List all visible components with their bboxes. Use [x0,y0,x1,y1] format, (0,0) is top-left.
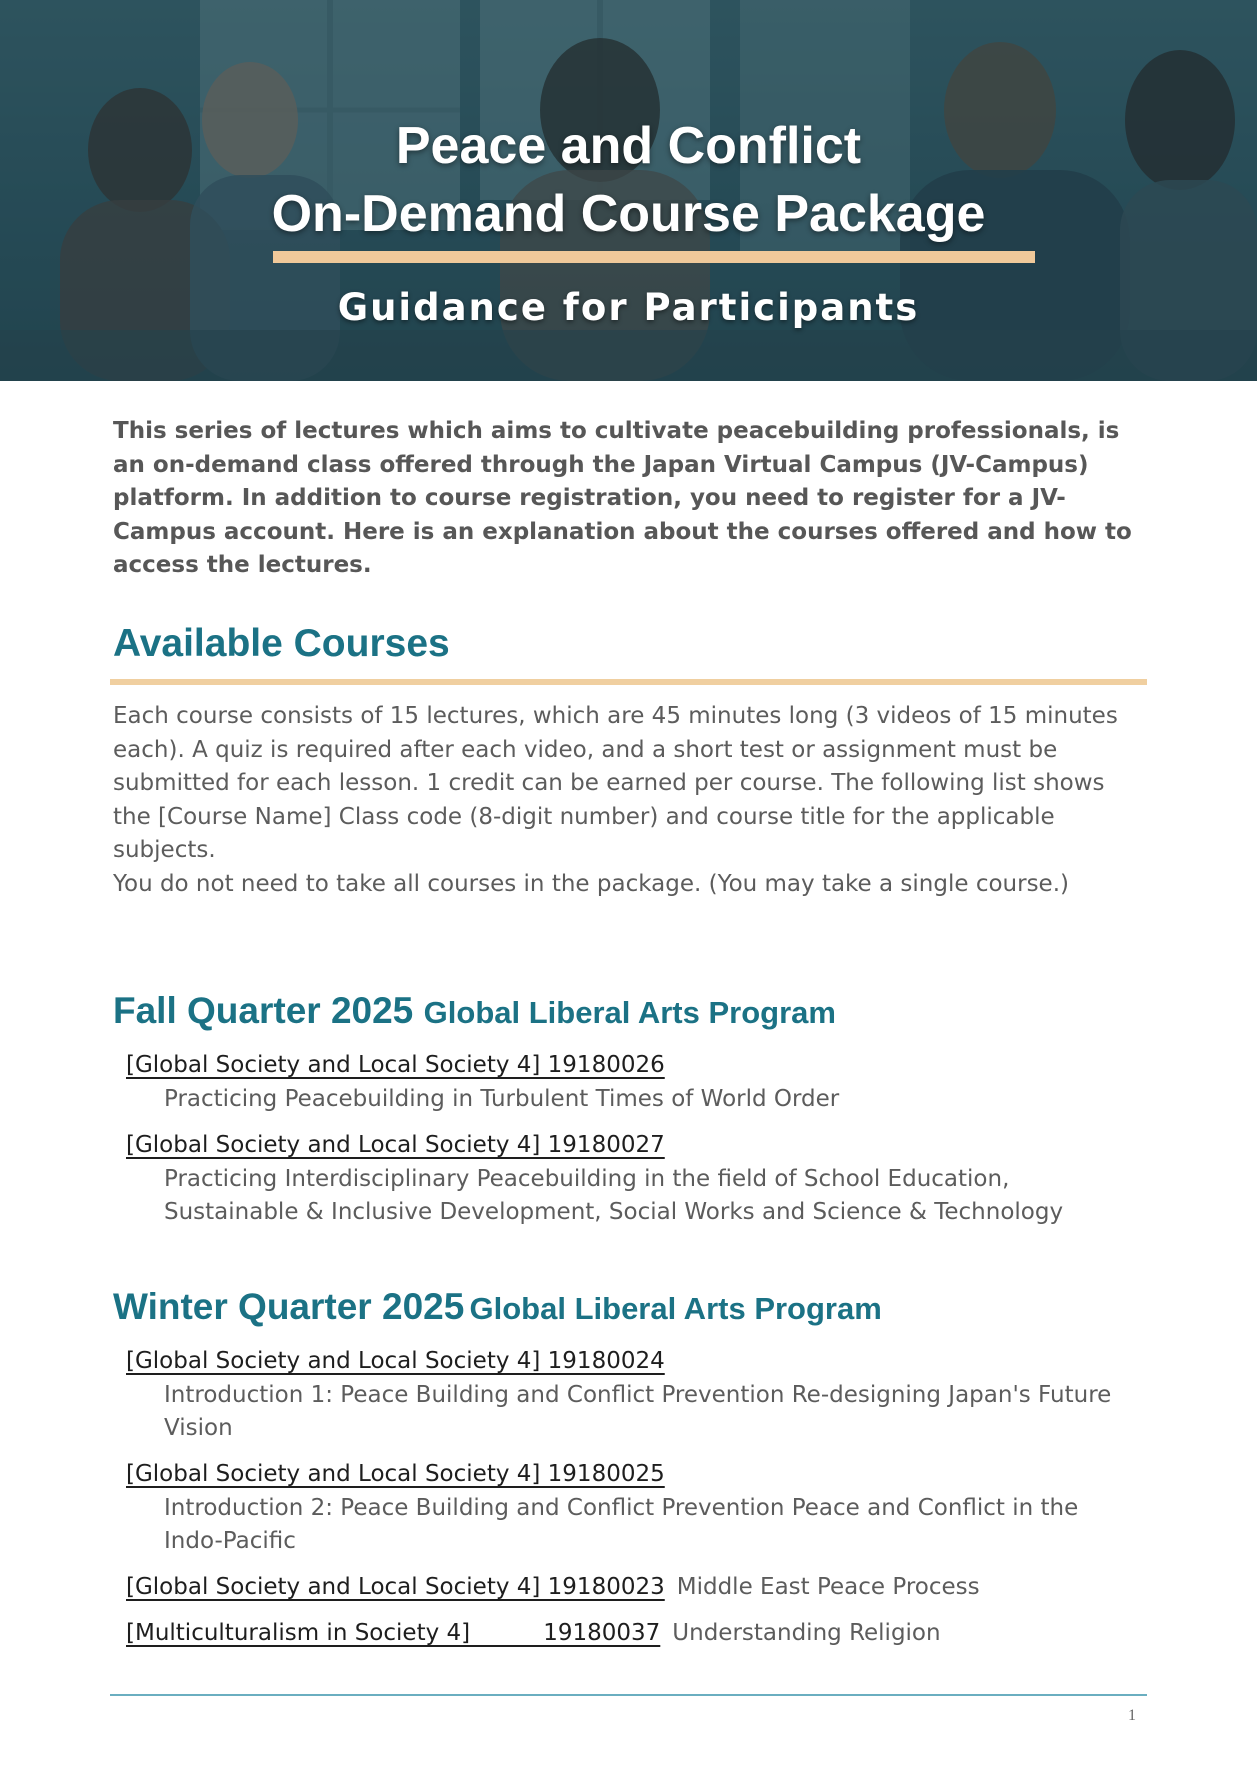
course-title: Practicing Interdisciplinary Peacebuilding in the field of School Education, Sustainable & Inclusive Development, Social Works and Science & Technology [164,1165,1064,1226]
course-code: [Multiculturalism in Society 4] 19180037 [126,1620,661,1646]
course-item [126,1129,1126,1230]
course-code: [Global Society and Local Society 4] 19180025 [126,1461,665,1487]
course-code: [Global Society and Local Society 4] 19180023 [126,1574,665,1600]
course-title: Introduction 1: Peace Building and Conflict Prevention Re-designing Japan's Future Vision [164,1381,1112,1442]
page-title [0,112,1257,248]
course-code: [Global Society and Local Society 4] 19180026 [126,1052,665,1078]
course-item [126,1617,1126,1651]
course-title: Introduction 2: Peace Building and Conflict Prevention Peace and Conflict in the Indo-Pacific [164,1494,1079,1555]
course-title: Practicing Peacebuilding in Turbulent Times of World Order [164,1085,840,1112]
description-paragraph-1: Each course consists of 15 lectures, which are 45 minutes long (3 videos of 15 minutes each). A quiz is required after each video, and a short test or assignment must be submitted for each lesson. 1 credit can be earned per course. The following list shows the [Course Name] Class code (8-digit number) and course title for the applicable subjects. [113,703,1118,864]
fall-quarter-name: Fall Quarter 2025 [113,990,414,1031]
course-code: [Global Society and Local Society 4] 19180024 [126,1348,665,1374]
winter-quarter-heading [113,1286,882,1328]
footer-divider [110,1694,1147,1696]
page-subtitle: Guidance for Participants [337,286,920,329]
course-item [126,1049,1126,1116]
course-item [126,1458,1126,1559]
description-paragraph-2: You do not need to take all courses in the package. (You may take a single course.) [113,870,1069,897]
section-divider [110,679,1147,685]
course-code: [Global Society and Local Society 4] 19180027 [126,1132,665,1158]
hero-banner [0,0,1257,381]
page-title-line-1: Peace and Conflict [395,117,862,175]
course-item [126,1345,1126,1446]
course-item [126,1571,1126,1605]
course-title: Understanding Religion [672,1620,941,1646]
page-number: 1 [1128,1707,1136,1724]
title-divider [273,251,1035,263]
winter-program-name: Global Liberal Arts Program [469,1291,882,1326]
available-courses-description [113,700,1143,902]
fall-quarter-heading [113,990,836,1032]
course-title: Middle East Peace Process [676,1574,980,1600]
available-courses-heading: Available Courses [113,622,450,665]
page-title-line-2: On-Demand Course Package [271,185,986,243]
fall-program-name: Global Liberal Arts Program [423,995,836,1030]
winter-quarter-name: Winter Quarter 2025 [113,1286,465,1327]
intro-paragraph: This series of lectures which aims to cultivate peacebuilding professionals, is an on-demand class offered through the Japan Virtual Campus (JV-Campus) platform. In addition to course registration, you need to register for a JV-Campus account. Here is an explanation about the courses offered and how to access the lectures. [113,418,1132,579]
